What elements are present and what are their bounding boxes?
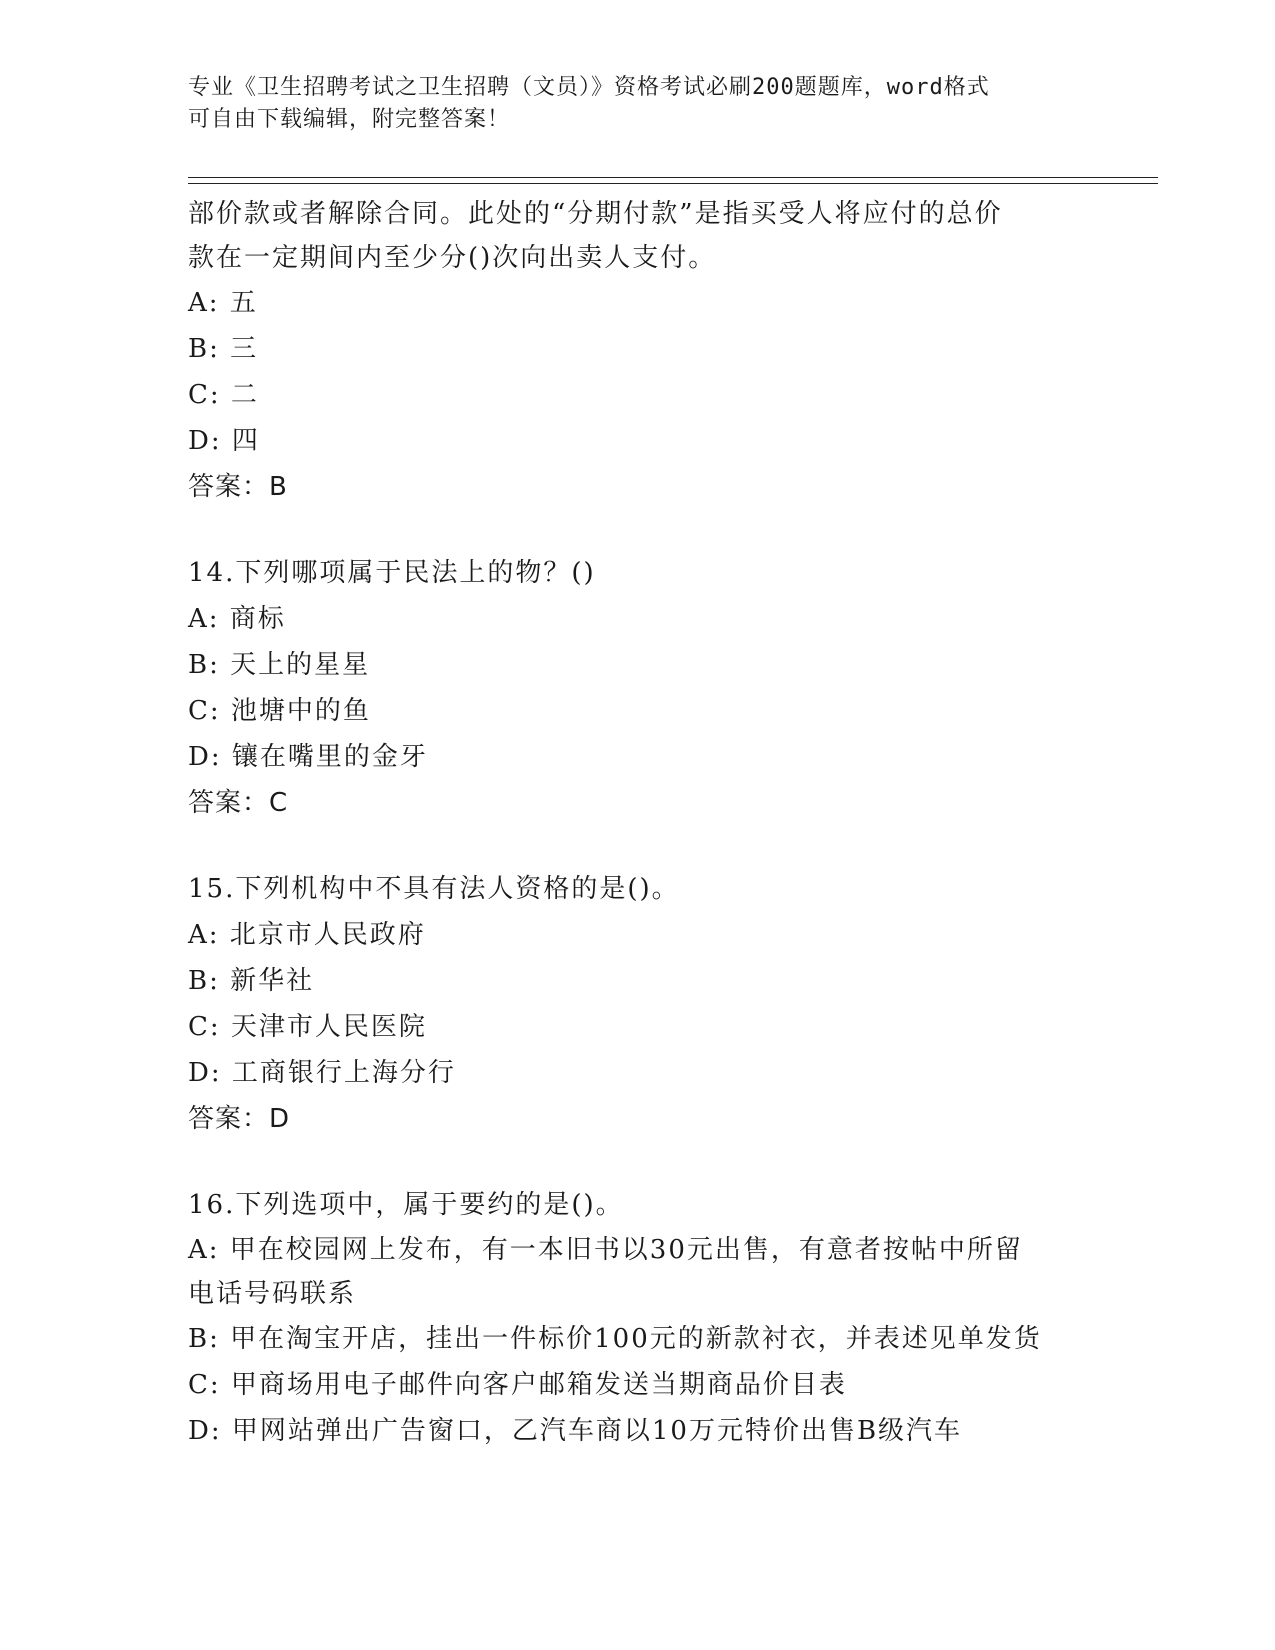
option-b: B: 新华社 [188,966,315,996]
option-d: D: 镶在嘴里的金牙 [188,742,428,772]
header-line-1: 专业《卫生招聘考试之卫生招聘（文员）》资格考试必刷200题题库，word格式 [188,75,990,100]
question-content [188,192,1118,1454]
document-header [188,72,1088,136]
answer: 答案：D [188,1104,291,1134]
question-text-line: 部价款或者解除合同。此处的“分期付款”是指买受人将应付的总价 [188,199,1003,229]
option-c: C: 二 [188,380,259,410]
option-c: C: 天津市人民医院 [188,1012,427,1042]
option-b: B: 甲在淘宝开店，挂出一件标价100元的新款衬衣，并表述见单发货 [188,1324,1042,1354]
option-b: B: 三 [188,334,259,364]
header-line-2: 可自由下载编辑，附完整答案！ [188,107,511,132]
option-d: D: 四 [188,426,260,456]
question-14 [188,550,1118,826]
question-13-continuation [188,192,1118,510]
option-a: A: 北京市人民政府 [188,920,426,950]
option-a: A: 甲在校园网上发布，有一本旧书以30元出售，有意者按帖中所留 [188,1235,1023,1265]
answer: 答案：B [188,472,288,502]
question-title: 15.下列机构中不具有法人资格的是()。 [188,874,680,904]
option-d: D: 甲网站弹出广告窗口，乙汽车商以10万元特价出售B级汽车 [188,1416,963,1446]
question-15 [188,866,1118,1142]
header-divider-bottom [188,183,1158,184]
option-a-continuation: 电话号码联系 [188,1279,357,1309]
option-b: B: 天上的星星 [188,650,371,680]
option-a: A: 商标 [188,604,286,634]
option-a: A: 五 [188,288,258,318]
answer: 答案：C [188,788,289,818]
question-16 [188,1182,1118,1454]
question-text-line: 款在一定期间内至少分()次向出卖人支付。 [188,243,717,273]
option-c: C: 池塘中的鱼 [188,696,371,726]
question-title: 16.下列选项中，属于要约的是()。 [188,1190,624,1220]
header-divider-top [188,177,1158,178]
option-c: C: 甲商场用电子邮件向客户邮箱发送当期商品价目表 [188,1370,847,1400]
option-d: D: 工商银行上海分行 [188,1058,456,1088]
question-title: 14.下列哪项属于民法上的物？() [188,558,596,588]
